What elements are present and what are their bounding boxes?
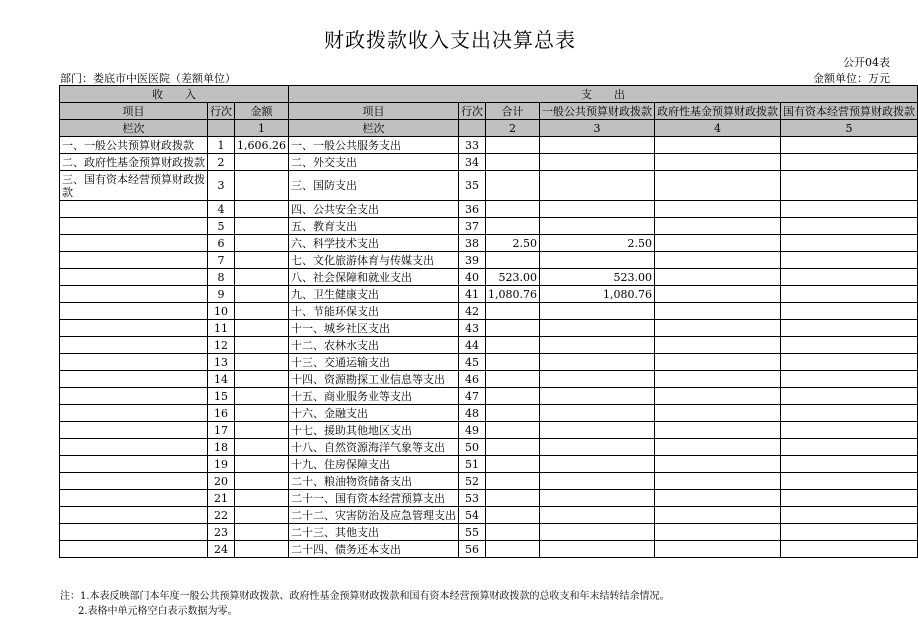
total-amount <box>485 490 539 507</box>
table-row <box>60 286 918 303</box>
expense-item: 十五、商业服务业等支出 <box>288 388 458 405</box>
state-capital-amount <box>780 201 917 218</box>
state-capital-amount <box>780 439 917 456</box>
income-item <box>60 371 208 388</box>
total-amount <box>485 507 539 524</box>
header-row-2 <box>60 103 918 120</box>
department-label: 部门：娄底市中医医院（差额单位） <box>60 72 236 85</box>
state-capital-amount <box>780 252 917 269</box>
expense-row-no: 54 <box>458 507 485 524</box>
general-budget-amount <box>539 541 654 558</box>
expense-row-no: 34 <box>458 154 485 171</box>
table-row <box>60 269 918 286</box>
income-row-no: 6 <box>208 235 235 252</box>
col-general-header: 一般公共预算财政拨款 <box>539 103 654 120</box>
expense-item: 十七、援助其他地区支出 <box>288 422 458 439</box>
general-budget-amount <box>539 405 654 422</box>
expense-row-no: 50 <box>458 439 485 456</box>
income-amount <box>235 439 289 456</box>
table-row <box>60 473 918 490</box>
income-item <box>60 252 208 269</box>
expense-item: 十九、住房保障支出 <box>288 456 458 473</box>
general-budget-amount <box>539 337 654 354</box>
total-amount <box>485 171 539 201</box>
expense-row-no: 41 <box>458 286 485 303</box>
page-title: 财政拨款收入支出决算总表 <box>324 28 576 52</box>
income-row-no: 13 <box>208 354 235 371</box>
income-row-no: 9 <box>208 286 235 303</box>
general-budget-amount <box>539 320 654 337</box>
income-amount <box>235 235 289 252</box>
notes <box>60 589 670 619</box>
expense-item: 十三、交通运输支出 <box>288 354 458 371</box>
income-row-no: 3 <box>208 171 235 201</box>
table-row <box>60 235 918 252</box>
state-capital-amount <box>780 541 917 558</box>
income-row-no: 23 <box>208 524 235 541</box>
form-code: 公开04表 <box>843 56 890 69</box>
table-row <box>60 154 918 171</box>
fund-budget-amount <box>654 269 780 286</box>
col-number-4: 4 <box>654 120 780 137</box>
income-row-no: 4 <box>208 201 235 218</box>
total-amount <box>485 473 539 490</box>
expense-item: 一、一般公共服务支出 <box>288 137 458 154</box>
state-capital-amount <box>780 320 917 337</box>
expense-item: 十二、农林水支出 <box>288 337 458 354</box>
expense-row-no: 49 <box>458 422 485 439</box>
note-1: 注：1.本表反映部门本年度一般公共预算财政拨款、政府性基金预算财政拨款和国有资本经营预算财政拨款的总收支和年末结转结余情况。 <box>60 591 670 602</box>
expense-item: 八、社会保障和就业支出 <box>288 269 458 286</box>
fund-budget-amount <box>654 137 780 154</box>
income-item <box>60 269 208 286</box>
col-item2-header: 项目 <box>288 103 458 120</box>
income-item <box>60 541 208 558</box>
expense-item: 六、科学技术支出 <box>288 235 458 252</box>
income-header: 收 入 <box>60 86 289 103</box>
expense-item: 二、外交支出 <box>288 154 458 171</box>
expense-row-no: 39 <box>458 252 485 269</box>
summary-table <box>59 85 918 558</box>
expense-item: 十、节能环保支出 <box>288 303 458 320</box>
income-item <box>60 354 208 371</box>
income-item <box>60 218 208 235</box>
table-row <box>60 171 918 201</box>
table-row <box>60 337 918 354</box>
income-amount <box>235 269 289 286</box>
income-amount <box>235 171 289 201</box>
table-row <box>60 490 918 507</box>
col-total-header: 合计 <box>485 103 539 120</box>
income-amount <box>235 286 289 303</box>
expense-row-no: 48 <box>458 405 485 422</box>
income-item <box>60 439 208 456</box>
income-item <box>60 235 208 252</box>
income-item <box>60 286 208 303</box>
expense-row-no: 33 <box>458 137 485 154</box>
income-item <box>60 320 208 337</box>
income-item <box>60 337 208 354</box>
income-amount <box>235 456 289 473</box>
state-capital-amount <box>780 354 917 371</box>
total-amount <box>485 303 539 320</box>
income-amount <box>235 354 289 371</box>
income-row-no: 19 <box>208 456 235 473</box>
income-row-no: 2 <box>208 154 235 171</box>
fund-budget-amount <box>654 422 780 439</box>
expense-row-no: 44 <box>458 337 485 354</box>
expense-item: 四、公共安全支出 <box>288 201 458 218</box>
total-amount <box>485 524 539 541</box>
income-row-no: 10 <box>208 303 235 320</box>
expense-header: 支 出 <box>288 86 917 103</box>
total-amount <box>485 354 539 371</box>
total-amount <box>485 439 539 456</box>
lanci-label: 栏次 <box>60 120 208 137</box>
table-row <box>60 388 918 405</box>
total-amount: 1,080.76 <box>485 286 539 303</box>
income-row-no: 17 <box>208 422 235 439</box>
table-row <box>60 137 918 154</box>
income-row-no: 7 <box>208 252 235 269</box>
expense-item: 二十二、灾害防治及应急管理支出 <box>288 507 458 524</box>
income-amount <box>235 371 289 388</box>
expense-row-no: 43 <box>458 320 485 337</box>
expense-row-no: 40 <box>458 269 485 286</box>
fund-budget-amount <box>654 524 780 541</box>
income-amount <box>235 218 289 235</box>
expense-row-no: 45 <box>458 354 485 371</box>
fund-budget-amount <box>654 201 780 218</box>
fund-budget-amount <box>654 507 780 524</box>
general-budget-amount <box>539 388 654 405</box>
state-capital-amount <box>780 171 917 201</box>
table-row <box>60 456 918 473</box>
header-row-3 <box>60 120 918 137</box>
general-budget-amount <box>539 371 654 388</box>
fund-budget-amount <box>654 320 780 337</box>
income-item <box>60 422 208 439</box>
general-budget-amount <box>539 354 654 371</box>
col-state-header: 国有资本经营预算财政拨款 <box>780 103 917 120</box>
income-row-no: 20 <box>208 473 235 490</box>
col-row2-header: 行次 <box>458 103 485 120</box>
expense-item: 二十四、债务还本支出 <box>288 541 458 558</box>
state-capital-amount <box>780 388 917 405</box>
expense-item: 十六、金融支出 <box>288 405 458 422</box>
total-amount <box>485 320 539 337</box>
table-row <box>60 371 918 388</box>
fund-budget-amount <box>654 303 780 320</box>
expense-item: 二十三、其他支出 <box>288 524 458 541</box>
income-row-no: 5 <box>208 218 235 235</box>
state-capital-amount <box>780 524 917 541</box>
expense-row-no: 53 <box>458 490 485 507</box>
income-amount <box>235 490 289 507</box>
fund-budget-amount <box>654 439 780 456</box>
table-row <box>60 405 918 422</box>
total-amount <box>485 405 539 422</box>
general-budget-amount: 1,080.76 <box>539 286 654 303</box>
income-amount <box>235 507 289 524</box>
table-row <box>60 541 918 558</box>
expense-row-no: 37 <box>458 218 485 235</box>
col-item-header: 项目 <box>60 103 208 120</box>
col-fund-header: 政府性基金预算财政拨款 <box>654 103 780 120</box>
expense-item: 五、教育支出 <box>288 218 458 235</box>
state-capital-amount <box>780 490 917 507</box>
total-amount <box>485 218 539 235</box>
total-amount <box>485 201 539 218</box>
income-amount <box>235 388 289 405</box>
general-budget-amount <box>539 524 654 541</box>
income-amount: 1,606.26 <box>235 137 289 154</box>
state-capital-amount <box>780 456 917 473</box>
income-row-no: 15 <box>208 388 235 405</box>
fund-budget-amount <box>654 252 780 269</box>
expense-item: 九、卫生健康支出 <box>288 286 458 303</box>
general-budget-amount <box>539 422 654 439</box>
state-capital-amount <box>780 286 917 303</box>
fund-budget-amount <box>654 541 780 558</box>
fund-budget-amount <box>654 371 780 388</box>
expense-row-no: 38 <box>458 235 485 252</box>
income-item <box>60 524 208 541</box>
expense-item: 二十、粮油物资储备支出 <box>288 473 458 490</box>
expense-row-no: 36 <box>458 201 485 218</box>
income-amount <box>235 154 289 171</box>
expense-row-no: 51 <box>458 456 485 473</box>
general-budget-amount: 2.50 <box>539 235 654 252</box>
table-row <box>60 507 918 524</box>
income-amount <box>235 320 289 337</box>
income-row-no: 18 <box>208 439 235 456</box>
general-budget-amount <box>539 439 654 456</box>
fund-budget-amount <box>654 235 780 252</box>
state-capital-amount <box>780 371 917 388</box>
table-row <box>60 439 918 456</box>
state-capital-amount <box>780 473 917 490</box>
expense-item: 三、国防支出 <box>288 171 458 201</box>
table-row <box>60 218 918 235</box>
income-item <box>60 388 208 405</box>
col-row-header: 行次 <box>208 103 235 120</box>
fund-budget-amount <box>654 154 780 171</box>
income-amount <box>235 303 289 320</box>
total-amount <box>485 388 539 405</box>
income-amount <box>235 422 289 439</box>
expense-item: 十四、资源勘探工业信息等支出 <box>288 371 458 388</box>
state-capital-amount <box>780 235 917 252</box>
income-row-no: 11 <box>208 320 235 337</box>
col-number-3: 3 <box>539 120 654 137</box>
state-capital-amount <box>780 422 917 439</box>
general-budget-amount <box>539 473 654 490</box>
empty-cell <box>458 120 485 137</box>
income-amount <box>235 541 289 558</box>
expense-row-no: 47 <box>458 388 485 405</box>
income-item <box>60 490 208 507</box>
table-row <box>60 201 918 218</box>
lanci-label-2: 栏次 <box>288 120 458 137</box>
income-amount <box>235 252 289 269</box>
col-amount-header: 金额 <box>235 103 289 120</box>
general-budget-amount <box>539 171 654 201</box>
fund-budget-amount <box>654 490 780 507</box>
fund-budget-amount <box>654 286 780 303</box>
col-number-2: 2 <box>485 120 539 137</box>
table-row <box>60 320 918 337</box>
income-amount <box>235 524 289 541</box>
state-capital-amount <box>780 218 917 235</box>
table-row <box>60 524 918 541</box>
expense-row-no: 35 <box>458 171 485 201</box>
table-row <box>60 422 918 439</box>
table-row <box>60 303 918 320</box>
header-row-1 <box>60 86 918 103</box>
expense-row-no: 55 <box>458 524 485 541</box>
fund-budget-amount <box>654 171 780 201</box>
total-amount <box>485 337 539 354</box>
general-budget-amount <box>539 252 654 269</box>
fund-budget-amount <box>654 388 780 405</box>
total-amount <box>485 541 539 558</box>
income-row-no: 1 <box>208 137 235 154</box>
income-item <box>60 473 208 490</box>
income-amount <box>235 405 289 422</box>
state-capital-amount <box>780 154 917 171</box>
income-row-no: 24 <box>208 541 235 558</box>
income-item <box>60 456 208 473</box>
state-capital-amount <box>780 269 917 286</box>
general-budget-amount <box>539 154 654 171</box>
total-amount <box>485 422 539 439</box>
empty-cell <box>208 120 235 137</box>
table-row <box>60 354 918 371</box>
income-row-no: 8 <box>208 269 235 286</box>
income-item: 二、政府性基金预算财政拨款 <box>60 154 208 171</box>
general-budget-amount <box>539 490 654 507</box>
income-amount <box>235 201 289 218</box>
expense-row-no: 42 <box>458 303 485 320</box>
general-budget-amount <box>539 456 654 473</box>
income-item <box>60 303 208 320</box>
general-budget-amount <box>539 507 654 524</box>
total-amount <box>485 154 539 171</box>
total-amount <box>485 371 539 388</box>
general-budget-amount <box>539 303 654 320</box>
income-amount <box>235 473 289 490</box>
note-2: 2.表格中单元格空白表示数据为零。 <box>78 606 238 617</box>
income-item <box>60 507 208 524</box>
income-item <box>60 405 208 422</box>
col-number-1: 1 <box>235 120 289 137</box>
income-row-no: 14 <box>208 371 235 388</box>
total-amount <box>485 252 539 269</box>
expense-item: 十一、城乡社区支出 <box>288 320 458 337</box>
income-row-no: 22 <box>208 507 235 524</box>
income-item: 三、国有资本经营预算财政拨款 <box>60 171 208 201</box>
expense-item: 七、文化旅游体育与传媒支出 <box>288 252 458 269</box>
general-budget-amount: 523.00 <box>539 269 654 286</box>
state-capital-amount <box>780 337 917 354</box>
fund-budget-amount <box>654 218 780 235</box>
fund-budget-amount <box>654 473 780 490</box>
expense-row-no: 56 <box>458 541 485 558</box>
total-amount: 2.50 <box>485 235 539 252</box>
expense-item: 二十一、国有资本经营预算支出 <box>288 490 458 507</box>
fund-budget-amount <box>654 456 780 473</box>
state-capital-amount <box>780 405 917 422</box>
total-amount: 523.00 <box>485 269 539 286</box>
total-amount <box>485 137 539 154</box>
expense-item: 十八、自然资源海洋气象等支出 <box>288 439 458 456</box>
income-row-no: 21 <box>208 490 235 507</box>
unit-label: 金额单位：万元 <box>813 72 890 85</box>
income-item: 一、一般公共预算财政拨款 <box>60 137 208 154</box>
general-budget-amount <box>539 218 654 235</box>
income-amount <box>235 337 289 354</box>
fund-budget-amount <box>654 337 780 354</box>
total-amount <box>485 456 539 473</box>
state-capital-amount <box>780 137 917 154</box>
income-row-no: 16 <box>208 405 235 422</box>
state-capital-amount <box>780 303 917 320</box>
income-row-no: 12 <box>208 337 235 354</box>
state-capital-amount <box>780 507 917 524</box>
expense-row-no: 52 <box>458 473 485 490</box>
income-item <box>60 201 208 218</box>
col-number-5: 5 <box>780 120 917 137</box>
general-budget-amount <box>539 137 654 154</box>
general-budget-amount <box>539 201 654 218</box>
expense-row-no: 46 <box>458 371 485 388</box>
table-row <box>60 252 918 269</box>
fund-budget-amount <box>654 354 780 371</box>
fund-budget-amount <box>654 405 780 422</box>
